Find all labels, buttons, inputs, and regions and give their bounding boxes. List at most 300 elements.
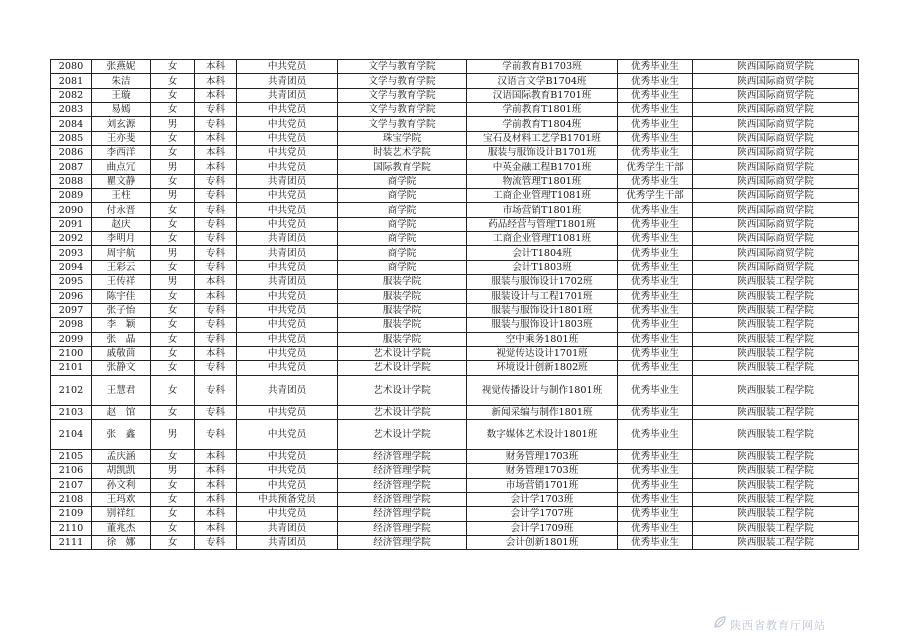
cell-class: 服装设计与工程1701班: [467, 289, 618, 303]
cell-serial: 2089: [51, 189, 92, 203]
cell-serial: 2088: [51, 174, 92, 188]
cell-honor: 优秀毕业生: [618, 405, 693, 419]
table-row: [51, 332, 859, 346]
cell-school: 商学院: [338, 246, 467, 260]
cell-honor: 优秀毕业生: [618, 332, 693, 346]
cell-honor: 优秀毕业生: [618, 318, 693, 332]
cell-degree: 专科: [195, 361, 237, 375]
table-row: [51, 507, 859, 521]
table-row: [51, 375, 859, 405]
leaf-logo-icon: [713, 615, 727, 629]
cell-class: 服装与服饰设计1801班: [467, 303, 618, 317]
cell-name: 李 颖: [92, 318, 151, 332]
cell-gender: 女: [151, 232, 195, 246]
cell-gender: 女: [151, 332, 195, 346]
table-row: [51, 74, 859, 88]
cell-political-status: 中共党员: [237, 346, 338, 360]
cell-name: 朱洁: [92, 74, 151, 88]
cell-serial: 2097: [51, 303, 92, 317]
cell-name: 陈宇佳: [92, 289, 151, 303]
cell-class: 工商企业管理T1081班: [467, 189, 618, 203]
cell-class: 物流管理T1801班: [467, 174, 618, 188]
cell-degree: 专科: [195, 174, 237, 188]
cell-school: 服装学院: [338, 275, 467, 289]
cell-political-status: 中共党员: [237, 478, 338, 492]
cell-school: 商学院: [338, 217, 467, 231]
cell-political-status: 共青团员: [237, 232, 338, 246]
cell-serial: 2093: [51, 246, 92, 260]
cell-school: 文学与教育学院: [338, 74, 467, 88]
cell-school: 经济管理学院: [338, 449, 467, 463]
cell-name: 曲点冗: [92, 160, 151, 174]
cell-gender: 女: [151, 174, 195, 188]
cell-university: 陕西国际商贸学院: [693, 203, 859, 217]
cell-name: 别祥红: [92, 507, 151, 521]
cell-political-status: 共青团员: [237, 535, 338, 549]
cell-class: 视觉传播设计与制作1801班: [467, 375, 618, 405]
cell-university: 陕西服装工程学院: [693, 332, 859, 346]
cell-political-status: 共青团员: [237, 246, 338, 260]
cell-school: 服装学院: [338, 289, 467, 303]
cell-university: 陕西国际商贸学院: [693, 131, 859, 145]
cell-serial: 2095: [51, 275, 92, 289]
cell-school: 经济管理学院: [338, 492, 467, 506]
cell-school: 艺术设计学院: [338, 375, 467, 405]
cell-degree: 专科: [195, 405, 237, 419]
cell-school: 经济管理学院: [338, 535, 467, 549]
cell-university: 陕西服装工程学院: [693, 449, 859, 463]
cell-school: 经济管理学院: [338, 521, 467, 535]
watermark-text: 陕西省教育厅网站: [730, 619, 826, 632]
cell-class: 学前教育T1804班: [467, 117, 618, 131]
cell-serial: 2090: [51, 203, 92, 217]
cell-class: 会计学1703班: [467, 492, 618, 506]
cell-name: 王璇: [92, 88, 151, 102]
cell-degree: 专科: [195, 535, 237, 549]
table-row: [51, 88, 859, 102]
cell-gender: 女: [151, 346, 195, 360]
cell-honor: 优秀毕业生: [618, 535, 693, 549]
cell-school: 珠宝学院: [338, 131, 467, 145]
cell-serial: 2092: [51, 232, 92, 246]
cell-serial: 2104: [51, 419, 92, 449]
cell-political-status: 中共党员: [237, 103, 338, 117]
cell-class: 财务管理1703班: [467, 464, 618, 478]
cell-serial: 2084: [51, 117, 92, 131]
cell-serial: 2099: [51, 332, 92, 346]
cell-class: 会计创新1801班: [467, 535, 618, 549]
cell-class: 服装与服饰设计1803班: [467, 318, 618, 332]
cell-honor: 优秀毕业生: [618, 232, 693, 246]
cell-class: 视觉传达设计1701班: [467, 346, 618, 360]
cell-serial: 2087: [51, 160, 92, 174]
cell-school: 经济管理学院: [338, 464, 467, 478]
cell-name: 徐 娜: [92, 535, 151, 549]
cell-school: 艺术设计学院: [338, 405, 467, 419]
table-row: [51, 160, 859, 174]
cell-gender: 女: [151, 131, 195, 145]
cell-university: 陕西国际商贸学院: [693, 260, 859, 274]
cell-political-status: 中共党员: [237, 160, 338, 174]
cell-name: 孟庆涵: [92, 449, 151, 463]
cell-serial: 2107: [51, 478, 92, 492]
cell-school: 文学与教育学院: [338, 88, 467, 102]
cell-political-status: 中共党员: [237, 260, 338, 274]
table-row: [51, 535, 859, 549]
cell-gender: 女: [151, 74, 195, 88]
cell-university: 陕西国际商贸学院: [693, 60, 859, 74]
cell-school: 商学院: [338, 174, 467, 188]
cell-gender: 女: [151, 521, 195, 535]
cell-honor: 优秀毕业生: [618, 246, 693, 260]
cell-name: 王玛欢: [92, 492, 151, 506]
table-row: [51, 289, 859, 303]
cell-political-status: 中共党员: [237, 146, 338, 160]
cell-gender: 男: [151, 160, 195, 174]
cell-university: 陕西国际商贸学院: [693, 232, 859, 246]
cell-name: 瞿文静: [92, 174, 151, 188]
cell-university: 陕西服装工程学院: [693, 405, 859, 419]
cell-honor: 优秀毕业生: [618, 492, 693, 506]
cell-gender: 女: [151, 492, 195, 506]
cell-name: 戚敬茴: [92, 346, 151, 360]
cell-degree: 专科: [195, 189, 237, 203]
cell-name: 付永晋: [92, 203, 151, 217]
cell-class: 工商企业管理T1081班: [467, 232, 618, 246]
cell-political-status: 中共党员: [237, 449, 338, 463]
cell-class: 宝石及材料工艺学B1701班: [467, 131, 618, 145]
cell-degree: 本科: [195, 74, 237, 88]
cell-gender: 女: [151, 146, 195, 160]
cell-name: 王慧君: [92, 375, 151, 405]
cell-name: 赵庆: [92, 217, 151, 231]
cell-university: 陕西国际商贸学院: [693, 88, 859, 102]
cell-university: 陕西国际商贸学院: [693, 189, 859, 203]
cell-university: 陕西国际商贸学院: [693, 217, 859, 231]
cell-degree: 专科: [195, 332, 237, 346]
cell-honor: 优秀毕业生: [618, 303, 693, 317]
cell-political-status: 中共党员: [237, 419, 338, 449]
cell-serial: 2081: [51, 74, 92, 88]
cell-class: 会计T1803班: [467, 260, 618, 274]
cell-school: 商学院: [338, 260, 467, 274]
table-row: [51, 174, 859, 188]
cell-degree: 专科: [195, 103, 237, 117]
cell-school: 文学与教育学院: [338, 103, 467, 117]
cell-gender: 女: [151, 507, 195, 521]
cell-gender: 男: [151, 246, 195, 260]
cell-political-status: 中共党员: [237, 507, 338, 521]
cell-degree: 专科: [195, 117, 237, 131]
table-row: [51, 117, 859, 131]
cell-class: 学前教育T1801班: [467, 103, 618, 117]
cell-name: 刘玄源: [92, 117, 151, 131]
cell-university: 陕西服装工程学院: [693, 361, 859, 375]
cell-class: 数字媒体艺术设计1801班: [467, 419, 618, 449]
cell-degree: 专科: [195, 217, 237, 231]
cell-gender: 男: [151, 275, 195, 289]
cell-gender: 女: [151, 535, 195, 549]
cell-gender: 女: [151, 449, 195, 463]
cell-honor: 优秀毕业生: [618, 275, 693, 289]
cell-university: 陕西服装工程学院: [693, 419, 859, 449]
table-row: [51, 131, 859, 145]
cell-university: 陕西服装工程学院: [693, 535, 859, 549]
cell-school: 文学与教育学院: [338, 60, 467, 74]
cell-serial: 2102: [51, 375, 92, 405]
cell-name: 赵 馆: [92, 405, 151, 419]
cell-school: 艺术设计学院: [338, 346, 467, 360]
cell-university: 陕西服装工程学院: [693, 303, 859, 317]
cell-class: 市场营销1701班: [467, 478, 618, 492]
cell-political-status: 中共预备党员: [237, 492, 338, 506]
cell-degree: 专科: [195, 375, 237, 405]
cell-political-status: 中共党员: [237, 405, 338, 419]
cell-serial: 2108: [51, 492, 92, 506]
cell-university: 陕西服装工程学院: [693, 289, 859, 303]
table-row: [51, 464, 859, 478]
cell-honor: 优秀毕业生: [618, 103, 693, 117]
cell-political-status: 中共党员: [237, 189, 338, 203]
cell-honor: 优秀学生干部: [618, 160, 693, 174]
cell-university: 陕西服装工程学院: [693, 478, 859, 492]
cell-gender: 女: [151, 303, 195, 317]
cell-name: 董兆杰: [92, 521, 151, 535]
table-row: [51, 60, 859, 74]
cell-gender: 女: [151, 405, 195, 419]
table-row: [51, 405, 859, 419]
cell-degree: 专科: [195, 232, 237, 246]
table-row: [51, 303, 859, 317]
cell-class: 会计T1804班: [467, 246, 618, 260]
cell-degree: 本科: [195, 275, 237, 289]
cell-degree: 专科: [195, 203, 237, 217]
cell-name: 孙文利: [92, 478, 151, 492]
table-row: [51, 346, 859, 360]
cell-honor: 优秀毕业生: [618, 449, 693, 463]
cell-class: 空中乘务1801班: [467, 332, 618, 346]
cell-school: 经济管理学院: [338, 507, 467, 521]
cell-honor: 优秀毕业生: [618, 74, 693, 88]
cell-school: 商学院: [338, 189, 467, 203]
cell-serial: 2091: [51, 217, 92, 231]
cell-gender: 女: [151, 260, 195, 274]
cell-class: 市场营销T1801班: [467, 203, 618, 217]
cell-serial: 2106: [51, 464, 92, 478]
cell-university: 陕西服装工程学院: [693, 375, 859, 405]
cell-degree: 本科: [195, 60, 237, 74]
cell-honor: 优秀毕业生: [618, 174, 693, 188]
cell-university: 陕西服装工程学院: [693, 346, 859, 360]
cell-school: 经济管理学院: [338, 478, 467, 492]
cell-name: 周宇航: [92, 246, 151, 260]
cell-serial: 2110: [51, 521, 92, 535]
cell-serial: 2101: [51, 361, 92, 375]
cell-school: 商学院: [338, 203, 467, 217]
cell-political-status: 共青团员: [237, 275, 338, 289]
table-row: [51, 246, 859, 260]
cell-political-status: 中共党员: [237, 131, 338, 145]
cell-class: 环境设计创新1802班: [467, 361, 618, 375]
cell-name: 张 鑫: [92, 419, 151, 449]
cell-class: 会计学1709班: [467, 521, 618, 535]
cell-political-status: 中共党员: [237, 303, 338, 317]
cell-honor: 优秀毕业生: [618, 464, 693, 478]
cell-serial: 2100: [51, 346, 92, 360]
cell-political-status: 中共党员: [237, 361, 338, 375]
cell-degree: 本科: [195, 449, 237, 463]
cell-gender: 女: [151, 478, 195, 492]
cell-school: 国际教育学院: [338, 160, 467, 174]
cell-university: 陕西国际商贸学院: [693, 103, 859, 117]
cell-serial: 2096: [51, 289, 92, 303]
cell-political-status: 中共党员: [237, 60, 338, 74]
cell-serial: 2111: [51, 535, 92, 549]
cell-degree: 专科: [195, 419, 237, 449]
cell-degree: 本科: [195, 146, 237, 160]
cell-political-status: 共青团员: [237, 174, 338, 188]
cell-honor: 优秀毕业生: [618, 346, 693, 360]
cell-serial: 2082: [51, 88, 92, 102]
table-row: [51, 449, 859, 463]
cell-school: 服装学院: [338, 332, 467, 346]
cell-serial: 2105: [51, 449, 92, 463]
cell-honor: 优秀毕业生: [618, 88, 693, 102]
cell-serial: 2083: [51, 103, 92, 117]
cell-honor: 优秀毕业生: [618, 361, 693, 375]
cell-name: 张 晶: [92, 332, 151, 346]
cell-degree: 专科: [195, 303, 237, 317]
cell-honor: 优秀毕业生: [618, 507, 693, 521]
cell-degree: 本科: [195, 289, 237, 303]
roster-sheet: [50, 59, 858, 550]
table-row: [51, 361, 859, 375]
cell-political-status: 中共党员: [237, 464, 338, 478]
cell-degree: 本科: [195, 478, 237, 492]
table-row: [51, 260, 859, 274]
cell-class: 汉语国际教育B1701班: [467, 88, 618, 102]
table-row: [51, 203, 859, 217]
cell-school: 艺术设计学院: [338, 419, 467, 449]
cell-political-status: 中共党员: [237, 203, 338, 217]
cell-name: 易嫣: [92, 103, 151, 117]
cell-degree: 本科: [195, 507, 237, 521]
cell-class: 新闻采编与制作1801班: [467, 405, 618, 419]
cell-class: 汉语言文学B1704班: [467, 74, 618, 88]
cell-honor: 优秀毕业生: [618, 203, 693, 217]
cell-degree: 专科: [195, 260, 237, 274]
cell-honor: 优秀毕业生: [618, 146, 693, 160]
cell-serial: 2098: [51, 318, 92, 332]
cell-political-status: 中共党员: [237, 318, 338, 332]
cell-serial: 2094: [51, 260, 92, 274]
cell-name: 胡凯凯: [92, 464, 151, 478]
cell-honor: 优秀毕业生: [618, 131, 693, 145]
table-row: [51, 492, 859, 506]
table-row: [51, 419, 859, 449]
cell-gender: 男: [151, 189, 195, 203]
cell-political-status: 中共党员: [237, 117, 338, 131]
cell-degree: 本科: [195, 160, 237, 174]
cell-name: 李西洋: [92, 146, 151, 160]
cell-school: 文学与教育学院: [338, 117, 467, 131]
cell-class: 服装与服饰设计1702班: [467, 275, 618, 289]
cell-name: 王亦斐: [92, 131, 151, 145]
cell-degree: 本科: [195, 88, 237, 102]
cell-political-status: 中共党员: [237, 217, 338, 231]
cell-class: 药品经营与管理T1801班: [467, 217, 618, 231]
cell-political-status: 中共党员: [237, 289, 338, 303]
cell-gender: 女: [151, 103, 195, 117]
cell-gender: 女: [151, 289, 195, 303]
cell-university: 陕西国际商贸学院: [693, 174, 859, 188]
cell-name: 李明月: [92, 232, 151, 246]
cell-degree: 本科: [195, 521, 237, 535]
table-row: [51, 275, 859, 289]
roster-body: [51, 60, 859, 550]
cell-class: 财务管理1703班: [467, 449, 618, 463]
cell-political-status: 共青团员: [237, 74, 338, 88]
cell-serial: 2103: [51, 405, 92, 419]
cell-gender: 女: [151, 217, 195, 231]
cell-university: 陕西国际商贸学院: [693, 74, 859, 88]
table-row: [51, 217, 859, 231]
cell-university: 陕西国际商贸学院: [693, 246, 859, 260]
cell-university: 陕西服装工程学院: [693, 464, 859, 478]
cell-school: 时装艺术学院: [338, 146, 467, 160]
cell-school: 商学院: [338, 232, 467, 246]
cell-political-status: 共青团员: [237, 521, 338, 535]
cell-honor: 优秀毕业生: [618, 60, 693, 74]
cell-university: 陕西服装工程学院: [693, 275, 859, 289]
cell-gender: 女: [151, 88, 195, 102]
cell-honor: 优秀毕业生: [618, 375, 693, 405]
table-row: [51, 189, 859, 203]
cell-serial: 2085: [51, 131, 92, 145]
cell-university: 陕西国际商贸学院: [693, 117, 859, 131]
cell-degree: 本科: [195, 131, 237, 145]
cell-gender: 女: [151, 318, 195, 332]
cell-honor: 优秀毕业生: [618, 217, 693, 231]
cell-political-status: 中共党员: [237, 332, 338, 346]
cell-degree: 本科: [195, 492, 237, 506]
cell-name: 张子怡: [92, 303, 151, 317]
cell-honor: 优秀毕业生: [618, 117, 693, 131]
cell-school: 服装学院: [338, 303, 467, 317]
cell-serial: 2086: [51, 146, 92, 160]
cell-class: 服装与服饰设计B1701班: [467, 146, 618, 160]
cell-university: 陕西国际商贸学院: [693, 146, 859, 160]
cell-honor: 优秀毕业生: [618, 419, 693, 449]
cell-degree: 专科: [195, 246, 237, 260]
cell-class: 会计学1707班: [467, 507, 618, 521]
cell-honor: 优秀学生干部: [618, 189, 693, 203]
cell-honor: 优秀毕业生: [618, 289, 693, 303]
table-row: [51, 521, 859, 535]
cell-name: 王传祥: [92, 275, 151, 289]
cell-name: 张静文: [92, 361, 151, 375]
table-row: [51, 478, 859, 492]
cell-class: 学前教育B1703班: [467, 60, 618, 74]
cell-serial: 2080: [51, 60, 92, 74]
cell-university: 陕西国际商贸学院: [693, 160, 859, 174]
cell-degree: 专科: [195, 318, 237, 332]
cell-gender: 男: [151, 117, 195, 131]
graduate-roster-table: [50, 59, 859, 550]
cell-university: 陕西服装工程学院: [693, 318, 859, 332]
cell-gender: 男: [151, 419, 195, 449]
table-row: [51, 146, 859, 160]
